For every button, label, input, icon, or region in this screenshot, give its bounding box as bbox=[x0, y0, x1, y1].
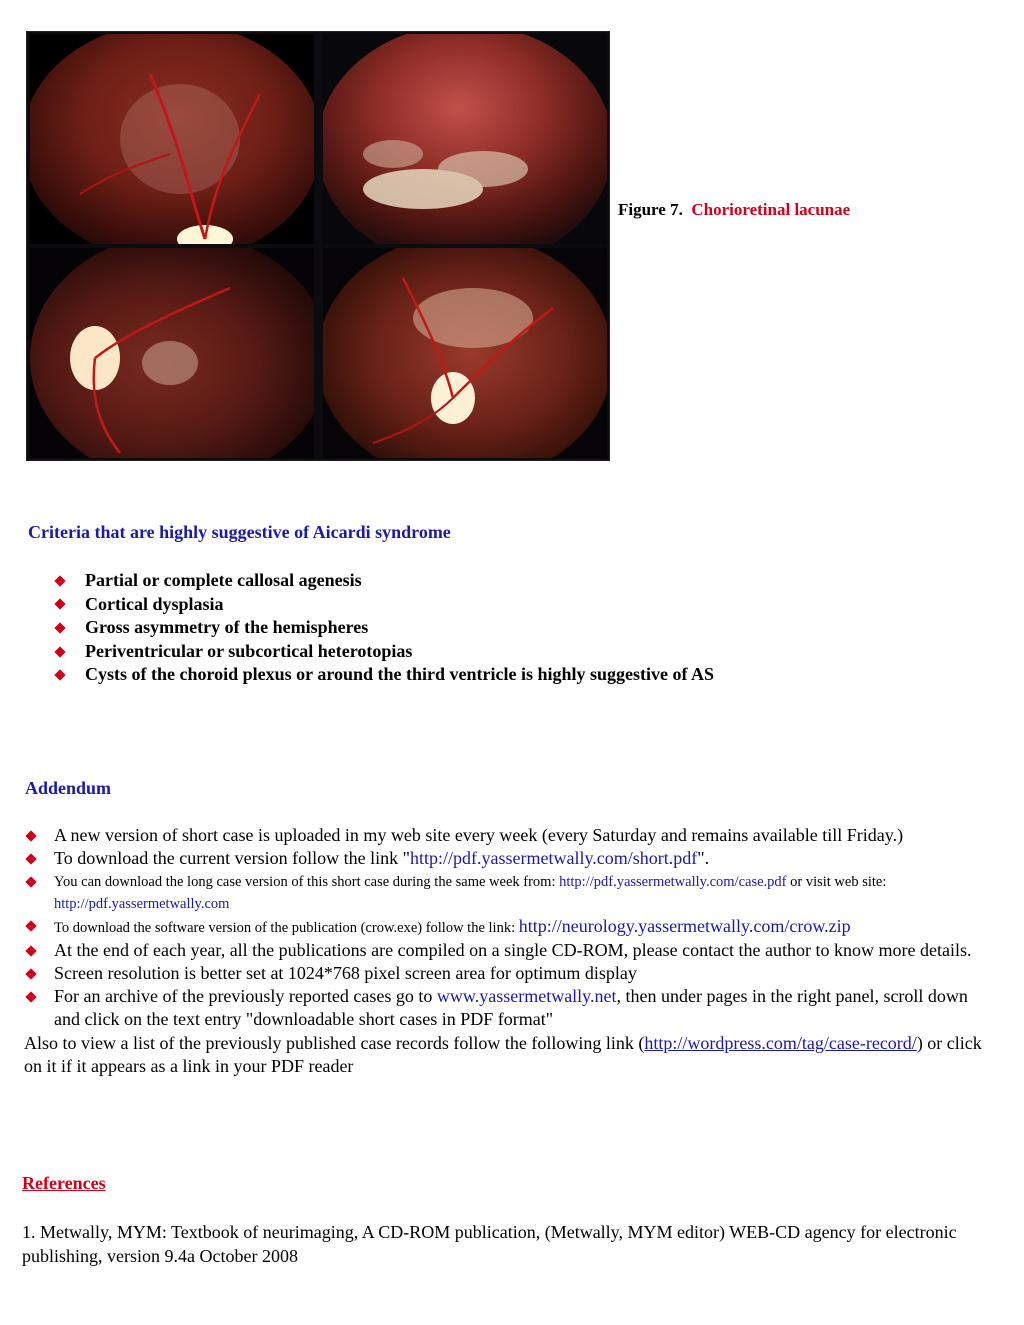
case-record-link[interactable]: http://wordpress.com/tag/case-record/ bbox=[644, 1032, 917, 1053]
figure-label: Figure 7. bbox=[618, 200, 683, 219]
diamond-bullet-icon bbox=[54, 670, 65, 681]
criteria-list bbox=[54, 569, 714, 687]
addendum-list bbox=[24, 824, 984, 1078]
case-pdf-link[interactable]: http://pdf.yassermetwally.com/case.pdf bbox=[559, 873, 787, 890]
diamond-bullet-icon bbox=[25, 968, 36, 979]
diamond-bullet-icon bbox=[54, 622, 65, 633]
list-item: A new version of short case is uploaded in my web site every week (every Saturday and remains available till Friday.) bbox=[24, 824, 984, 847]
list-item: Cortical dysplasia bbox=[54, 593, 714, 617]
crow-zip-link[interactable]: http://neurology.yassermetwally.com/crow.zip bbox=[518, 915, 851, 936]
fundus-photo-bottom-left bbox=[30, 248, 314, 458]
list-item: Cysts of the choroid plexus or around the third ventricle is highly suggestive of AS bbox=[54, 663, 714, 687]
fundus-photo-top-left bbox=[30, 34, 314, 244]
list-item: Screen resolution is better set at 1024*768 pixel screen area for optimum display bbox=[24, 962, 984, 985]
pdf-site-link[interactable]: http://pdf.yassermetwally.com bbox=[54, 895, 230, 912]
diamond-bullet-icon bbox=[25, 945, 36, 956]
fundus-photo-bottom-right bbox=[323, 248, 607, 458]
diamond-bullet-icon bbox=[25, 992, 36, 1003]
list-item: To download the software version of the publication (crow.exe) follow the link: http://neurology.yassermetwally.com/crow.zip bbox=[24, 915, 984, 939]
list-item: For an archive of the previously reported cases go to www.yassermetwally.net, then under pages in the right panel, scroll down and click on the text entry "downloadable short cases in PDF format" bbox=[24, 985, 984, 1032]
archive-site-link[interactable]: www.yassermetwally.net bbox=[436, 986, 617, 1007]
list-item: Periventricular or subcortical heterotopias bbox=[54, 640, 714, 664]
diamond-bullet-icon bbox=[25, 830, 36, 841]
criteria-heading: Criteria that are highly suggestive of Aicardi syndrome bbox=[28, 522, 451, 542]
list-item: You can download the long case version of this short case during the same week from: http://pdf.yassermetwally.com/case.pdf or visit web site: http://pdf.yassermetwally.com bbox=[24, 871, 984, 915]
figure-title: Chorioretinal lacunae bbox=[691, 200, 851, 219]
reference-item: 1. Metwally, MYM: Textbook of neurimaging, A CD-ROM publication, (Metwally, MYM editor) WEB-CD agency for electronic publishing, version 9.4a October 2008 bbox=[22, 1222, 957, 1266]
short-pdf-link[interactable]: http://pdf.yassermetwally.com/short.pdf bbox=[410, 848, 698, 869]
list-item: Gross asymmetry of the hemispheres bbox=[54, 616, 714, 640]
diamond-bullet-icon bbox=[25, 876, 36, 887]
list-item: To download the current version follow the link "http://pdf.yassermetwally.com/short.pdf". bbox=[24, 847, 984, 870]
list-item: Partial or complete callosal agenesis bbox=[54, 569, 714, 593]
addendum-heading: Addendum bbox=[25, 778, 112, 798]
diamond-bullet-icon bbox=[54, 646, 65, 657]
diamond-bullet-icon bbox=[54, 599, 65, 610]
diamond-bullet-icon bbox=[25, 854, 36, 865]
figure-caption bbox=[618, 200, 850, 220]
fundus-photo-top-right bbox=[323, 34, 607, 244]
diamond-bullet-icon bbox=[54, 575, 65, 586]
fundus-photo-figure bbox=[26, 31, 610, 461]
references-heading: References bbox=[22, 1173, 106, 1193]
also-paragraph: Also to view a list of the previously published case records follow the following link (http://wordpress.com/tag/case-record/) or click on it if it appears as a link in your PDF reader bbox=[24, 1032, 982, 1077]
diamond-bullet-icon bbox=[25, 920, 36, 931]
list-item: At the end of each year, all the publications are compiled on a single CD-ROM, please contact the author to know more details. bbox=[24, 939, 984, 962]
